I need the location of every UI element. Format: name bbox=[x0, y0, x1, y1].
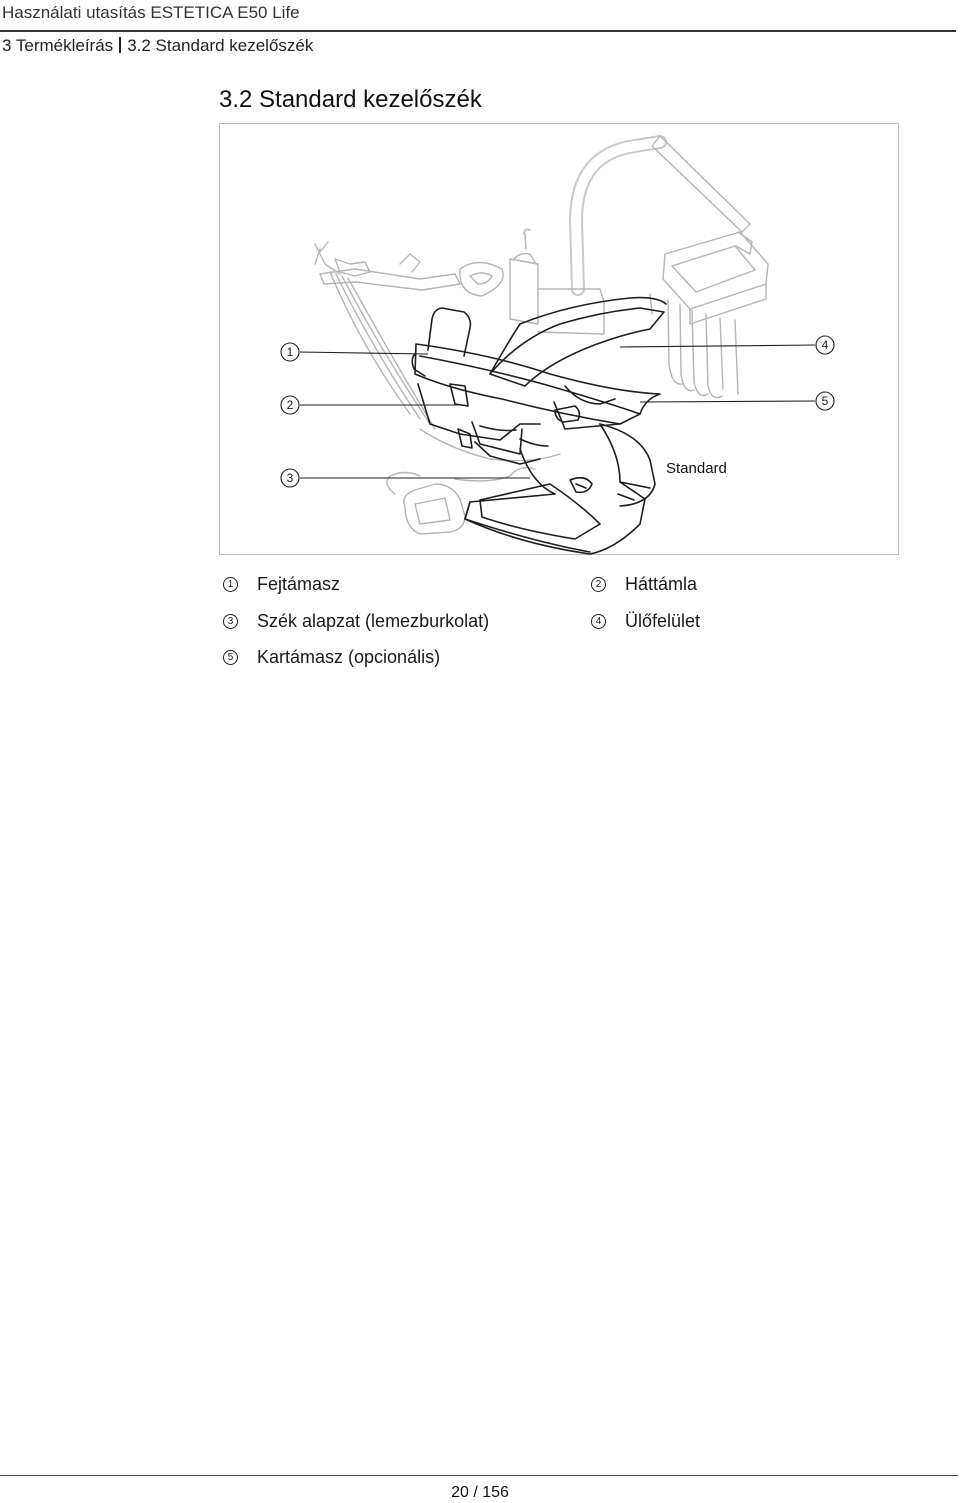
legend-label: Ülőfelület bbox=[625, 611, 701, 631]
legend-label: Kartámasz (opcionális) bbox=[257, 647, 441, 667]
breadcrumb bbox=[2, 36, 313, 56]
legend-number: 2 bbox=[591, 577, 606, 592]
legend-number: 4 bbox=[591, 614, 606, 629]
callout-3-label: 3 bbox=[286, 471, 294, 485]
legend-label: Szék alapzat (lemezburkolat) bbox=[257, 611, 490, 631]
legend-label: Háttámla bbox=[625, 574, 698, 594]
breadcrumb-chapter: 3 Termékleírás bbox=[2, 36, 114, 55]
legend-item-4 bbox=[591, 611, 700, 632]
legend-item-1 bbox=[223, 574, 340, 595]
callout-2-label: 2 bbox=[286, 398, 294, 412]
legend-item-5 bbox=[223, 647, 440, 668]
callout-5-label: 5 bbox=[821, 394, 829, 408]
legend-item-2 bbox=[591, 574, 697, 595]
dental-chair-illustration bbox=[220, 124, 900, 556]
dental-chair-figure bbox=[219, 123, 899, 555]
callout-4-label: 4 bbox=[821, 338, 829, 352]
variant-label: Standard bbox=[666, 460, 727, 477]
breadcrumb-separator bbox=[119, 37, 121, 53]
breadcrumb-section: 3.2 Standard kezelőszék bbox=[127, 36, 314, 55]
legend-label: Fejtámasz bbox=[257, 574, 341, 594]
section-title: 3.2 Standard kezelőszék bbox=[219, 86, 482, 113]
legend-number: 3 bbox=[223, 614, 238, 629]
legend-number: 1 bbox=[223, 577, 238, 592]
legend-number: 5 bbox=[223, 650, 238, 665]
dental-chair-foreground bbox=[412, 298, 666, 554]
page-number: 20 / 156 bbox=[451, 1484, 509, 1501]
footer-rule bbox=[0, 1475, 958, 1476]
header-rule bbox=[0, 30, 956, 32]
legend-item-3 bbox=[223, 611, 489, 632]
callout-1-label: 1 bbox=[286, 345, 294, 359]
header-doc-title: Használati utasítás ESTETICA E50 Life bbox=[2, 3, 300, 22]
